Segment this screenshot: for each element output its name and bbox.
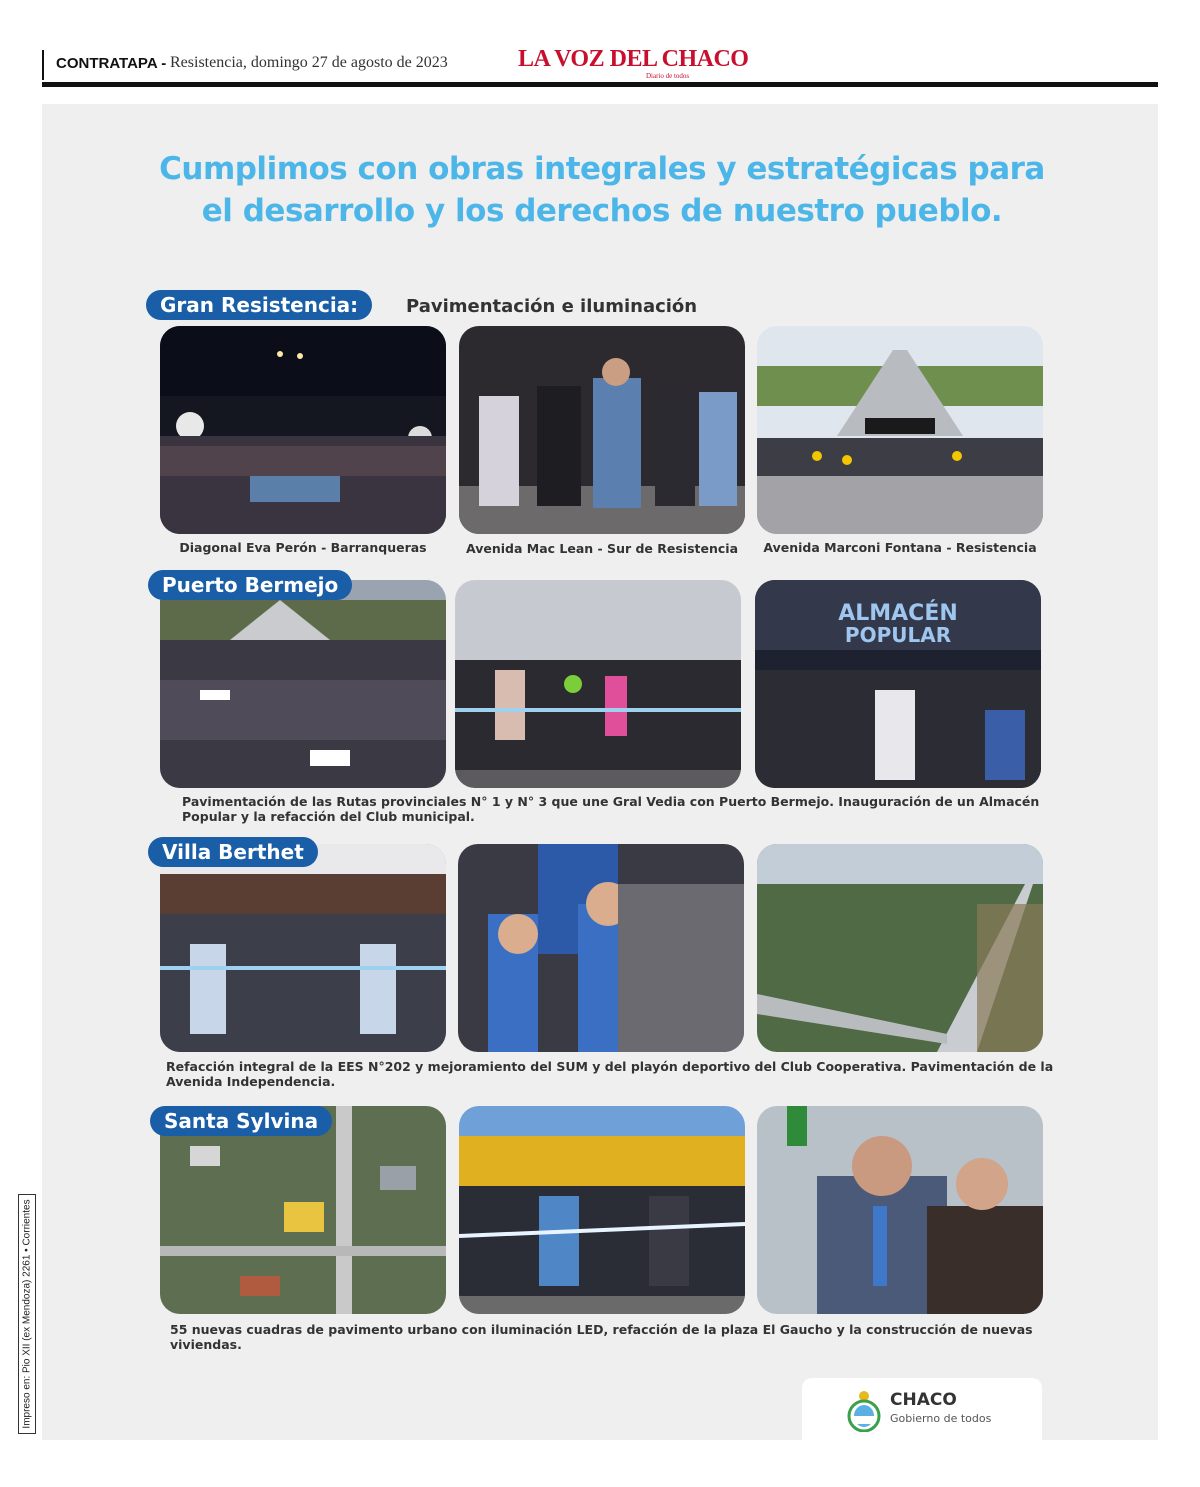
- sign-almacen: ALMACÉN: [838, 601, 958, 626]
- newspaper-tagline: Diario de todos: [646, 72, 690, 80]
- section-label: CONTRATAPA -: [56, 55, 167, 72]
- photo-puerto-bermejo-inauguracion: [455, 580, 741, 788]
- section-subtitle-gran-resistencia: Pavimentación e iluminación: [406, 296, 698, 317]
- sign-popular: POPULAR: [844, 623, 952, 647]
- photo-diagonal-eva-peron: [160, 326, 446, 534]
- section-title-villa-berthet: Villa Berthet: [148, 837, 318, 867]
- caption-santa-sylvina: 55 nuevas cuadras de pavimento urbano con iluminación LED, refacción de la plaza El Gaucho y la construcción de nuevas viviendas.: [170, 1322, 1033, 1352]
- section-title-gran-resistencia: Gran Resistencia:: [146, 290, 372, 320]
- header-rule: [42, 82, 1158, 87]
- caption-avenida-mac-lean: Avenida Mac Lean - Sur de Resistencia: [465, 541, 739, 556]
- photo-villa-berthet-club: [458, 844, 744, 1052]
- caption-villa-berthet: Refacción integral de la EES N°202 y mejoramiento del SUM y del playón deportivo del Club Cooperativa. Pavimentación de la Avenida Independencia.: [166, 1059, 1054, 1089]
- photo-avenida-marconi: [757, 326, 1043, 534]
- printer-imprint: [18, 1194, 36, 1434]
- page-header: [42, 44, 1158, 88]
- photo-santa-sylvina-inauguracion: [459, 1106, 745, 1314]
- photo-avenida-independencia: [757, 844, 1043, 1052]
- photo-santa-sylvina-vecina: [757, 1106, 1043, 1314]
- photo-avenida-mac-lean: [459, 326, 745, 534]
- photo-puerto-bermejo-ruta: [160, 580, 446, 788]
- photo-almacen-popular: [755, 580, 1041, 788]
- photo-villa-berthet-escuela: [160, 844, 446, 1052]
- logo-name: CHACO: [890, 1390, 957, 1410]
- chaco-seal-icon: [846, 1390, 882, 1432]
- government-logo: [802, 1378, 1042, 1440]
- header-left-bar: [42, 50, 44, 80]
- headline: Cumplimos con obras integrales y estratégicas para el desarrollo y los derechos de nuestro pueblo.: [159, 151, 1045, 229]
- issue-date: Resistencia, domingo 27 de agosto de 2023: [170, 54, 448, 71]
- photo-santa-sylvina-aerea: [160, 1106, 446, 1314]
- section-title-puerto-bermejo: Puerto Bermejo: [148, 570, 352, 600]
- printer-imprint-text: Impreso en: Pio XII (ex Mendoza) 2261 • Corrientes: [21, 1199, 33, 1429]
- newspaper-logo: LA VOZ DEL CHACO: [518, 46, 749, 72]
- logo-tagline: Gobierno de todos: [890, 1412, 992, 1425]
- caption-diagonal-eva-peron: Diagonal Eva Perón - Barranqueras: [179, 540, 427, 555]
- caption-puerto-bermejo: Pavimentación de las Rutas provinciales N° 1 y N° 3 que une Gral Vedia con Puerto Bermejo. Inauguración de un Almacén Popular y la refacción del Club municipal.: [182, 794, 1040, 824]
- section-title-santa-sylvina: Santa Sylvina: [150, 1106, 332, 1136]
- caption-avenida-marconi: Avenida Marconi Fontana - Resistencia: [763, 540, 1037, 555]
- ad-panel: [42, 104, 1158, 1440]
